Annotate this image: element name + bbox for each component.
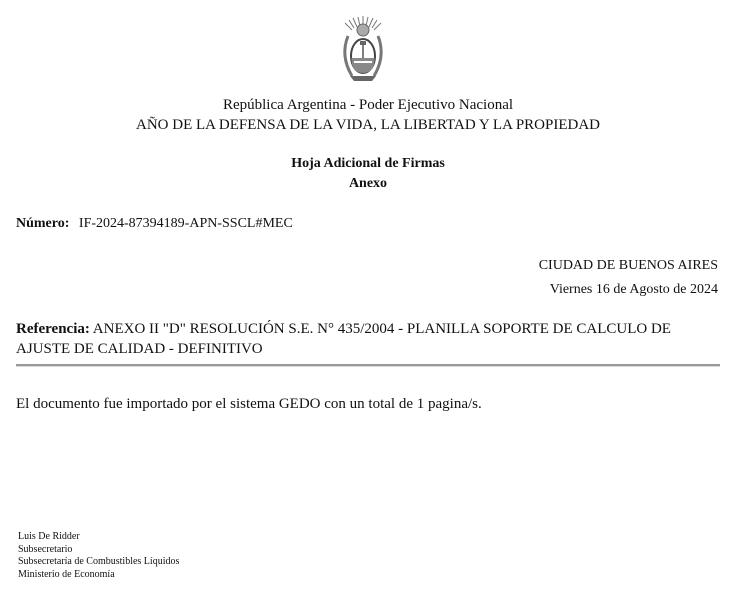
document-number <box>16 216 293 232</box>
reference-label: Referencia: <box>16 321 90 337</box>
document-date: Viernes 16 de Agosto de 2024 <box>549 282 718 297</box>
document-number-label: Número: <box>16 216 70 231</box>
reference-value: ANEXO II "D" RESOLUCIÓN S.E. N° 435/2004 - PLANILLA SOPORTE DE CALCULO DE AJUSTE DE CALIDAD - DEFINITIVO <box>16 321 671 357</box>
divider <box>16 364 720 367</box>
header-government: República Argentina - Poder Ejecutivo Nacional <box>222 97 514 113</box>
header-year-motto: AÑO DE LA DEFENSA DE LA VIDA, LA LIBERTAD Y LA PROPIEDAD <box>135 117 600 133</box>
document-title: Hoja Adicional de Firmas <box>291 156 445 171</box>
signer-name: Luis De Ridder <box>18 531 80 542</box>
document-number-value: IF-2024-87394189-APN-SSCL#MEC <box>78 216 293 231</box>
signer-office: Subsecretaría de Combustibles Líquidos <box>18 556 180 567</box>
signature-block <box>18 531 179 581</box>
coat-of-arms-icon <box>338 14 388 84</box>
signer-ministry: Ministerio de Economía <box>18 568 115 580</box>
signer-role: Subsecretario <box>18 543 73 555</box>
body-text: El documento fue importado por el sistema GEDO con un total de 1 pagina/s. <box>16 396 482 412</box>
location-city: CIUDAD DE BUENOS AIRES <box>538 258 718 273</box>
document-subtitle: Anexo <box>348 176 388 191</box>
reference <box>16 319 696 359</box>
